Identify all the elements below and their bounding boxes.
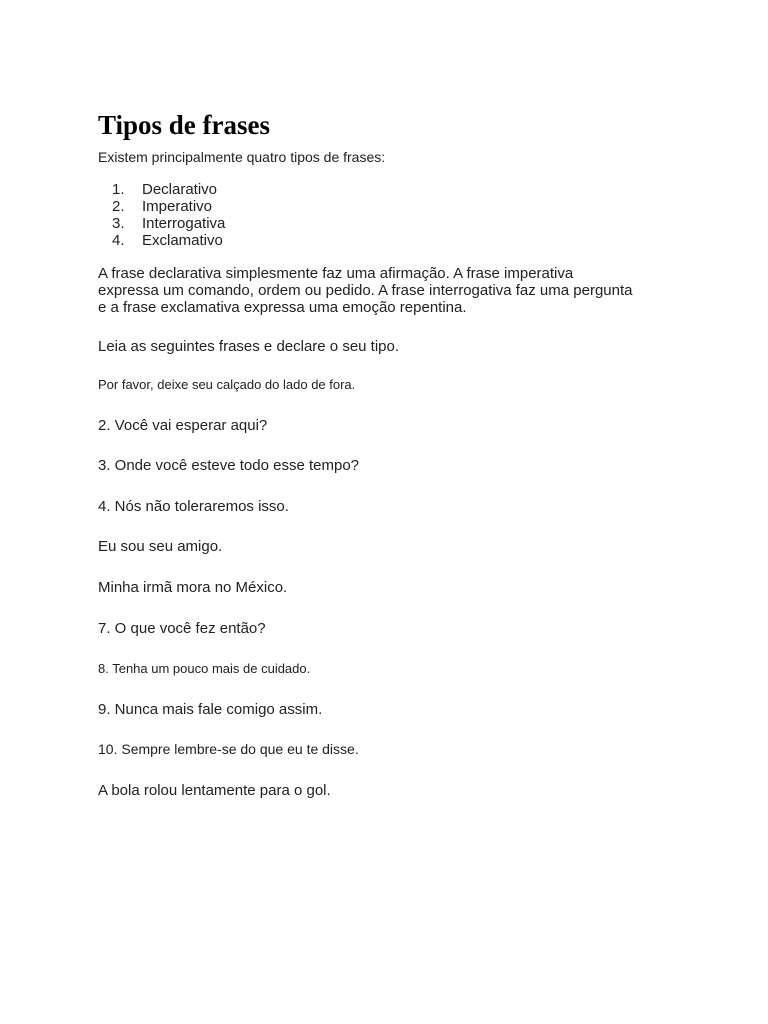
- list-item-number: 3.: [112, 215, 125, 232]
- list-item: [98, 232, 638, 249]
- sentence-types-list: [98, 181, 638, 249]
- page-title: Tipos de frases: [98, 110, 271, 140]
- list-item-label: Interrogativa: [142, 215, 226, 232]
- instruction-text: Leia as seguintes frases e declare o seu tipo.: [98, 338, 400, 355]
- exercise-sentence: Por favor, deixe seu calçado do lado de fora.: [98, 377, 356, 392]
- list-item-number: 4.: [112, 232, 125, 249]
- list-item-label: Declarativo: [142, 181, 218, 198]
- list-item-number: 1.: [112, 181, 125, 198]
- exercise-sentence: 8. Tenha um pouco mais de cuidado.: [98, 661, 311, 677]
- exercise-sentence: 3. Onde você esteve todo esse tempo?: [98, 457, 359, 475]
- list-item: [98, 198, 638, 215]
- exercise-sentences: [98, 376, 638, 823]
- exercise-sentence: 10. Sempre lembre-se do que eu te disse.: [98, 741, 359, 758]
- document-page: [98, 108, 638, 823]
- exercise-sentence: 9. Nunca mais fale comigo assim.: [98, 700, 323, 718]
- list-item-label: Exclamativo: [142, 232, 223, 249]
- exercise-sentence: 7. O que você fez então?: [98, 619, 266, 637]
- exercise-sentence: Minha irmã mora no México.: [98, 578, 288, 596]
- exercise-sentence: Eu sou seu amigo.: [98, 538, 223, 556]
- exercise-sentence: 2. Você vai esperar aqui?: [98, 416, 268, 434]
- intro-text: Existem principalmente quatro tipos de frases:: [98, 149, 386, 165]
- exercise-sentence: 4. Nós não toleraremos isso.: [98, 497, 289, 515]
- list-item: [98, 215, 638, 232]
- explanation-paragraph: A frase declarativa simplesmente faz uma afirmação. A frase imperativa expressa um comando, ordem ou pedido. A frase interrogativa faz uma pergunta e a frase exclamativa expressa uma emoção repentina.: [98, 265, 633, 316]
- list-item: [98, 181, 638, 198]
- exercise-sentence: A bola rolou lentamente para o gol.: [98, 781, 331, 799]
- list-item-label: Imperativo: [142, 198, 213, 215]
- list-item-number: 2.: [112, 198, 125, 215]
